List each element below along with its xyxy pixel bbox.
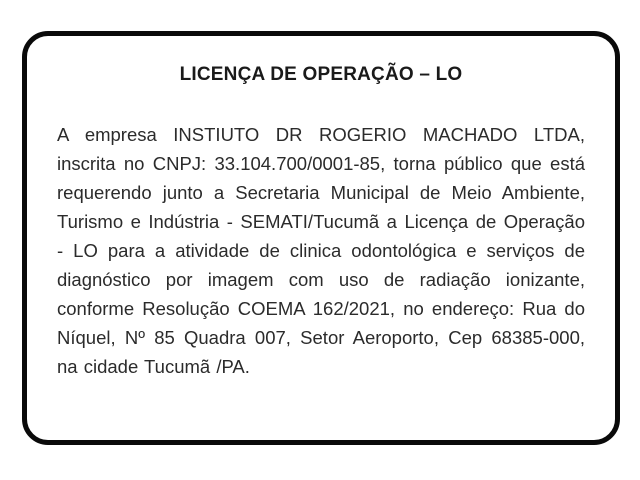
operation-license-notice-card <box>22 31 620 445</box>
notice-title: LICENÇA DE OPERAÇÃO – LO <box>179 64 463 85</box>
notice-body-paragraph: A empresa INSTIUTO DR ROGERIO MACHADO LTDA, inscrita no CNPJ: 33.104.700/0001-85, torna público que está requerendo junto a Secretaria Municipal de Meio Ambiente, Turismo e Indústria - SEMATI/Tucumã a Licença de Operação - LO para a atividade de clinica odontológica e serviços de diagnóstico por imagem com uso de radiação ionizante, conforme Resolução COEMA 162/2021, no endereço: Rua do Níquel, Nº 85 Quadra 007, Setor Aeroporto, Cep 68385-000, na cidade Tucumã /PA. <box>57 124 585 377</box>
